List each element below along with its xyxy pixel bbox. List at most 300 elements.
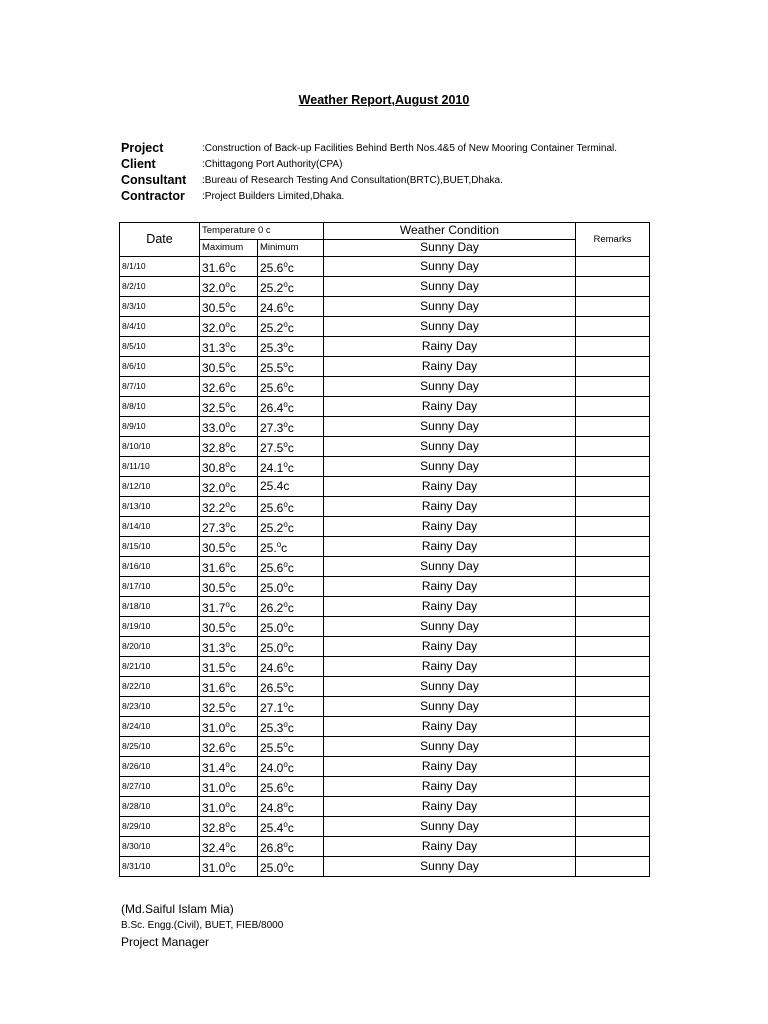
table-row: [120, 256, 650, 276]
table-row: [120, 856, 650, 876]
min-temp-cell-value: 25.: [260, 540, 277, 555]
min-temp-cell: [258, 476, 324, 496]
max-temp-cell-value: 32.0: [202, 480, 226, 495]
max-temp-cell: [200, 276, 258, 296]
max-temp-cell: [200, 356, 258, 376]
unit-suffix: c: [287, 600, 294, 615]
min-temp-cell-value: 27.3: [260, 420, 284, 435]
degree-symbol: o: [225, 439, 230, 449]
max-temp-cell-value: 32.8: [202, 440, 226, 455]
unit-suffix: c: [287, 780, 294, 795]
info-value-contractor: :Project Builders Limited,Dhaka.: [202, 191, 345, 202]
max-temp-cell: [200, 776, 258, 796]
date-cell: 8/11/10: [120, 456, 200, 476]
condition-cell: Rainy Day: [324, 476, 576, 496]
table-row: [120, 436, 650, 456]
max-temp-cell-value: 30.5: [202, 580, 226, 595]
remarks-cell: [576, 776, 650, 796]
degree-symbol: o: [225, 259, 230, 269]
degree-symbol: o: [283, 819, 288, 829]
date-cell: 8/15/10: [120, 536, 200, 556]
unit-suffix: c: [287, 740, 294, 755]
condition-cell: Sunny Day: [324, 376, 576, 396]
degree-symbol: o: [225, 519, 230, 529]
degree-symbol: o: [283, 759, 288, 769]
remarks-cell: [576, 736, 650, 756]
remarks-cell: [576, 556, 650, 576]
min-temp-cell-value: 25.3: [260, 340, 284, 355]
date-cell: 8/2/10: [120, 276, 200, 296]
max-temp-cell: [200, 676, 258, 696]
min-temp-cell-value: 24.6: [260, 660, 284, 675]
unit-suffix: c: [287, 640, 294, 655]
unit-suffix: c: [287, 680, 294, 695]
max-temp-cell: [200, 756, 258, 776]
unit-suffix: c: [287, 800, 294, 815]
degree-symbol: o: [225, 779, 230, 789]
date-cell: 8/8/10: [120, 396, 200, 416]
remarks-cell: [576, 756, 650, 776]
unit-suffix: c: [287, 720, 294, 735]
degree-symbol: o: [283, 579, 288, 589]
date-cell: 8/31/10: [120, 856, 200, 876]
remarks-cell: [576, 816, 650, 836]
unit-suffix: c: [229, 360, 236, 375]
condition-cell: Sunny Day: [324, 256, 576, 276]
max-temp-cell-value: 31.0: [202, 720, 226, 735]
condition-cell: Sunny Day: [324, 616, 576, 636]
max-temp-cell: [200, 456, 258, 476]
condition-cell: Rainy Day: [324, 596, 576, 616]
degree-symbol: o: [225, 579, 230, 589]
min-temp-cell: [258, 356, 324, 376]
max-temp-cell-value: 31.7: [202, 600, 226, 615]
remarks-cell: [576, 796, 650, 816]
table-row: [120, 816, 650, 836]
condition-cell: Sunny Day: [324, 296, 576, 316]
table-row: [120, 836, 650, 856]
degree-symbol: o: [283, 419, 288, 429]
unit-suffix: c: [287, 420, 294, 435]
condition-cell: Rainy Day: [324, 536, 576, 556]
table-row: [120, 536, 650, 556]
max-temp-cell-value: 31.0: [202, 780, 226, 795]
min-temp-cell: [258, 776, 324, 796]
table-row: [120, 756, 650, 776]
unit-suffix: c: [229, 580, 236, 595]
condition-cell: Sunny Day: [324, 276, 576, 296]
date-cell: 8/28/10: [120, 796, 200, 816]
min-temp-cell-value: 25.0: [260, 860, 284, 875]
table-row: [120, 336, 650, 356]
max-temp-cell: [200, 496, 258, 516]
max-temp-cell: [200, 836, 258, 856]
min-temp-cell: [258, 396, 324, 416]
info-value-client: :Chittagong Port Authority(CPA): [202, 159, 343, 170]
unit-suffix: c: [229, 420, 236, 435]
date-cell: 8/16/10: [120, 556, 200, 576]
remarks-cell: [576, 716, 650, 736]
unit-suffix: c: [287, 620, 294, 635]
degree-symbol: o: [283, 299, 288, 309]
remarks-cell: [576, 276, 650, 296]
unit-suffix: c: [229, 320, 236, 335]
remarks-cell: [576, 436, 650, 456]
date-cell: 8/4/10: [120, 316, 200, 336]
max-temp-cell-value: 32.5: [202, 400, 226, 415]
remarks-cell: [576, 676, 650, 696]
unit-suffix: c: [287, 700, 294, 715]
min-temp-cell: [258, 496, 324, 516]
condition-cell: Rainy Day: [324, 656, 576, 676]
unit-suffix: c: [229, 680, 236, 695]
degree-symbol: o: [283, 259, 288, 269]
degree-symbol: o: [283, 859, 288, 869]
condition-cell: Sunny Day: [324, 556, 576, 576]
max-temp-cell-value: 30.8: [202, 460, 226, 475]
unit-suffix: c: [287, 340, 294, 355]
table-subheader-row: [120, 239, 650, 256]
weather-table: [119, 222, 650, 877]
max-temp-cell-value: 31.6: [202, 680, 226, 695]
min-temp-cell-value: 27.5: [260, 440, 284, 455]
date-cell: 8/5/10: [120, 336, 200, 356]
degree-symbol: o: [225, 859, 230, 869]
degree-symbol: o: [225, 339, 230, 349]
condition-cell: Rainy Day: [324, 516, 576, 536]
degree-symbol: o: [225, 459, 230, 469]
degree-symbol: o: [225, 559, 230, 569]
max-temp-cell-value: 32.8: [202, 820, 226, 835]
condition-cell: Rainy Day: [324, 496, 576, 516]
condition-cell: Rainy Day: [324, 356, 576, 376]
degree-symbol: o: [283, 319, 288, 329]
degree-symbol: o: [225, 279, 230, 289]
date-cell: 8/13/10: [120, 496, 200, 516]
date-cell: 8/22/10: [120, 676, 200, 696]
info-label-client: Client: [121, 157, 156, 171]
unit-suffix: c: [281, 540, 288, 555]
max-temp-cell: [200, 256, 258, 276]
min-temp-cell: [258, 716, 324, 736]
date-cell: 8/27/10: [120, 776, 200, 796]
min-temp-cell-value: 26.8: [260, 840, 284, 855]
max-temp-cell: [200, 636, 258, 656]
condition-cell: Rainy Day: [324, 576, 576, 596]
info-label-project: Project: [121, 141, 164, 155]
min-temp-cell-value: 25.2: [260, 320, 284, 335]
condition-cell: Rainy Day: [324, 776, 576, 796]
min-temp-cell-value: 26.4: [260, 400, 284, 415]
min-temp-cell: [258, 636, 324, 656]
unit-suffix: c: [287, 260, 294, 275]
max-temp-cell: [200, 736, 258, 756]
remarks-cell: [576, 316, 650, 336]
condition-cell: Sunny Day: [324, 856, 576, 876]
unit-suffix: c: [287, 320, 294, 335]
table-row: [120, 476, 650, 496]
table-row: [120, 776, 650, 796]
table-row: [120, 796, 650, 816]
remarks-cell: [576, 836, 650, 856]
min-temp-cell: [258, 796, 324, 816]
table-row: [120, 396, 650, 416]
max-temp-cell-value: 30.5: [202, 620, 226, 635]
min-temp-cell-value: 26.5: [260, 680, 284, 695]
unit-suffix: c: [287, 820, 294, 835]
unit-suffix: c: [229, 540, 236, 555]
max-temp-cell-value: 30.5: [202, 360, 226, 375]
max-temp-cell: [200, 796, 258, 816]
min-temp-cell: [258, 856, 324, 876]
table-row: [120, 616, 650, 636]
table-row: [120, 736, 650, 756]
min-temp-cell-value: 25.6: [260, 500, 284, 515]
remarks-cell: [576, 396, 650, 416]
degree-symbol: o: [283, 779, 288, 789]
date-cell: 8/24/10: [120, 716, 200, 736]
degree-symbol: o: [283, 359, 288, 369]
min-temp-cell: [258, 516, 324, 536]
header-remarks: Remarks: [576, 223, 650, 257]
condition-cell: Rainy Day: [324, 336, 576, 356]
degree-symbol: o: [283, 799, 288, 809]
max-temp-cell-value: 32.4: [202, 840, 226, 855]
degree-symbol: o: [283, 279, 288, 289]
min-temp-cell-value: 25.2: [260, 520, 284, 535]
degree-symbol: o: [225, 599, 230, 609]
min-temp-cell: [258, 736, 324, 756]
unit-suffix: c: [287, 280, 294, 295]
degree-symbol: o: [283, 339, 288, 349]
table-row: [120, 456, 650, 476]
unit-suffix: c: [229, 560, 236, 575]
header-minimum: Minimum: [258, 239, 324, 256]
degree-symbol: o: [283, 379, 288, 389]
max-temp-cell: [200, 616, 258, 636]
min-temp-cell-value: 26.2: [260, 600, 284, 615]
header-temperature: Temperature 0 c: [200, 223, 324, 240]
table-row: [120, 596, 650, 616]
min-temp-cell-value: 25.5: [260, 360, 284, 375]
min-temp-cell: [258, 556, 324, 576]
remarks-cell: [576, 636, 650, 656]
degree-symbol: o: [225, 379, 230, 389]
degree-symbol: o: [225, 679, 230, 689]
max-temp-cell-value: 30.5: [202, 540, 226, 555]
min-temp-cell: [258, 276, 324, 296]
min-temp-cell: [258, 536, 324, 556]
max-temp-cell: [200, 396, 258, 416]
min-temp-cell-value: 25.6: [260, 560, 284, 575]
max-temp-cell: [200, 476, 258, 496]
degree-symbol: o: [225, 839, 230, 849]
unit-suffix: c: [287, 440, 294, 455]
table-row: [120, 356, 650, 376]
min-temp-cell-value: 25.4c: [260, 478, 290, 493]
unit-suffix: c: [229, 820, 236, 835]
min-temp-cell: [258, 756, 324, 776]
remarks-cell: [576, 476, 650, 496]
date-cell: 8/19/10: [120, 616, 200, 636]
date-cell: 8/25/10: [120, 736, 200, 756]
table-row: [120, 556, 650, 576]
unit-suffix: c: [229, 600, 236, 615]
degree-symbol: o: [283, 699, 288, 709]
table-row: [120, 316, 650, 336]
unit-suffix: c: [229, 860, 236, 875]
min-temp-cell: [258, 616, 324, 636]
table-row: [120, 576, 650, 596]
degree-symbol: o: [283, 559, 288, 569]
info-value-consultant: :Bureau of Research Testing And Consultation(BRTC),BUET,Dhaka.: [202, 175, 503, 186]
degree-symbol: o: [225, 619, 230, 629]
unit-suffix: c: [229, 840, 236, 855]
degree-symbol: o: [225, 799, 230, 809]
degree-symbol: o: [283, 499, 288, 509]
max-temp-cell: [200, 556, 258, 576]
degree-symbol: o: [283, 679, 288, 689]
condition-cell: Sunny Day: [324, 416, 576, 436]
min-temp-cell: [258, 596, 324, 616]
unit-suffix: c: [287, 860, 294, 875]
unit-suffix: c: [229, 440, 236, 455]
max-temp-cell: [200, 316, 258, 336]
unit-suffix: c: [229, 480, 236, 495]
degree-symbol: o: [225, 299, 230, 309]
degree-symbol: o: [283, 459, 288, 469]
date-cell: 8/18/10: [120, 596, 200, 616]
max-temp-cell: [200, 576, 258, 596]
unit-suffix: c: [229, 760, 236, 775]
condition-cell: Rainy Day: [324, 836, 576, 856]
table-row: [120, 696, 650, 716]
max-temp-cell: [200, 416, 258, 436]
date-cell: 8/9/10: [120, 416, 200, 436]
min-temp-cell-value: 25.6: [260, 780, 284, 795]
date-cell: 8/12/10: [120, 476, 200, 496]
degree-symbol: o: [225, 319, 230, 329]
max-temp-cell-value: 32.6: [202, 740, 226, 755]
table-row: [120, 716, 650, 736]
degree-symbol: o: [225, 539, 230, 549]
remarks-cell: [576, 356, 650, 376]
max-temp-cell-value: 32.6: [202, 380, 226, 395]
unit-suffix: c: [229, 620, 236, 635]
max-temp-cell-value: 31.6: [202, 260, 226, 275]
min-temp-cell: [258, 256, 324, 276]
condition-cell: Rainy Day: [324, 756, 576, 776]
remarks-cell: [576, 256, 650, 276]
date-cell: 8/21/10: [120, 656, 200, 676]
degree-symbol: o: [283, 439, 288, 449]
date-cell: 8/29/10: [120, 816, 200, 836]
min-temp-cell-value: 25.4: [260, 820, 284, 835]
degree-symbol: o: [276, 539, 282, 549]
date-cell: 8/17/10: [120, 576, 200, 596]
date-cell: 8/3/10: [120, 296, 200, 316]
remarks-cell: [576, 656, 650, 676]
max-temp-cell: [200, 296, 258, 316]
min-temp-cell: [258, 656, 324, 676]
header-date: Date: [120, 223, 200, 257]
min-temp-cell-value: 24.8: [260, 800, 284, 815]
max-temp-cell-value: 31.0: [202, 800, 226, 815]
unit-suffix: c: [229, 640, 236, 655]
table-row: [120, 656, 650, 676]
condition-cell: Sunny Day: [324, 696, 576, 716]
condition-cell: Sunny Day: [324, 456, 576, 476]
degree-symbol: o: [283, 519, 288, 529]
remarks-cell: [576, 536, 650, 556]
degree-symbol: o: [225, 479, 230, 489]
min-temp-cell: [258, 576, 324, 596]
max-temp-cell-value: 32.0: [202, 280, 226, 295]
condition-cell: Sunny Day: [324, 676, 576, 696]
unit-suffix: c: [229, 280, 236, 295]
degree-symbol: o: [225, 499, 230, 509]
date-cell: 8/7/10: [120, 376, 200, 396]
condition-cell: Sunny Day: [324, 436, 576, 456]
max-temp-cell-value: 31.3: [202, 640, 226, 655]
degree-symbol: o: [283, 659, 288, 669]
date-cell: 8/26/10: [120, 756, 200, 776]
degree-symbol: o: [225, 739, 230, 749]
unit-suffix: c: [229, 340, 236, 355]
signatory-name: (Md.Saiful Islam Mia): [121, 902, 234, 916]
table-row: [120, 416, 650, 436]
degree-symbol: o: [225, 819, 230, 829]
remarks-cell: [576, 616, 650, 636]
date-cell: 8/1/10: [120, 256, 200, 276]
unit-suffix: c: [229, 460, 236, 475]
unit-suffix: c: [287, 840, 294, 855]
max-temp-cell: [200, 696, 258, 716]
table-row: [120, 636, 650, 656]
min-temp-cell-value: 25.6: [260, 380, 284, 395]
max-temp-cell: [200, 816, 258, 836]
max-temp-cell: [200, 436, 258, 456]
unit-suffix: c: [287, 500, 294, 515]
unit-suffix: c: [287, 300, 294, 315]
signatory-qualifications: B.Sc. Engg.(Civil), BUET, FIEB/8000: [121, 920, 284, 931]
max-temp-cell-value: 30.5: [202, 300, 226, 315]
min-temp-cell-value: 25.2: [260, 280, 284, 295]
max-temp-cell-value: 33.0: [202, 420, 226, 435]
max-temp-cell-value: 31.3: [202, 340, 226, 355]
remarks-cell: [576, 576, 650, 596]
condition-cell: Rainy Day: [324, 796, 576, 816]
degree-symbol: o: [283, 719, 288, 729]
degree-symbol: o: [225, 399, 230, 409]
unit-suffix: c: [229, 660, 236, 675]
min-temp-cell-value: 25.0: [260, 580, 284, 595]
unit-suffix: c: [229, 380, 236, 395]
unit-suffix: c: [229, 700, 236, 715]
max-temp-cell: [200, 716, 258, 736]
min-temp-cell: [258, 416, 324, 436]
remarks-cell: [576, 296, 650, 316]
unit-suffix: c: [229, 500, 236, 515]
min-temp-cell: [258, 336, 324, 356]
date-cell: 8/30/10: [120, 836, 200, 856]
unit-suffix: c: [287, 360, 294, 375]
date-cell: 8/6/10: [120, 356, 200, 376]
degree-symbol: o: [283, 839, 288, 849]
remarks-cell: [576, 596, 650, 616]
unit-suffix: c: [229, 720, 236, 735]
unit-suffix: c: [287, 580, 294, 595]
